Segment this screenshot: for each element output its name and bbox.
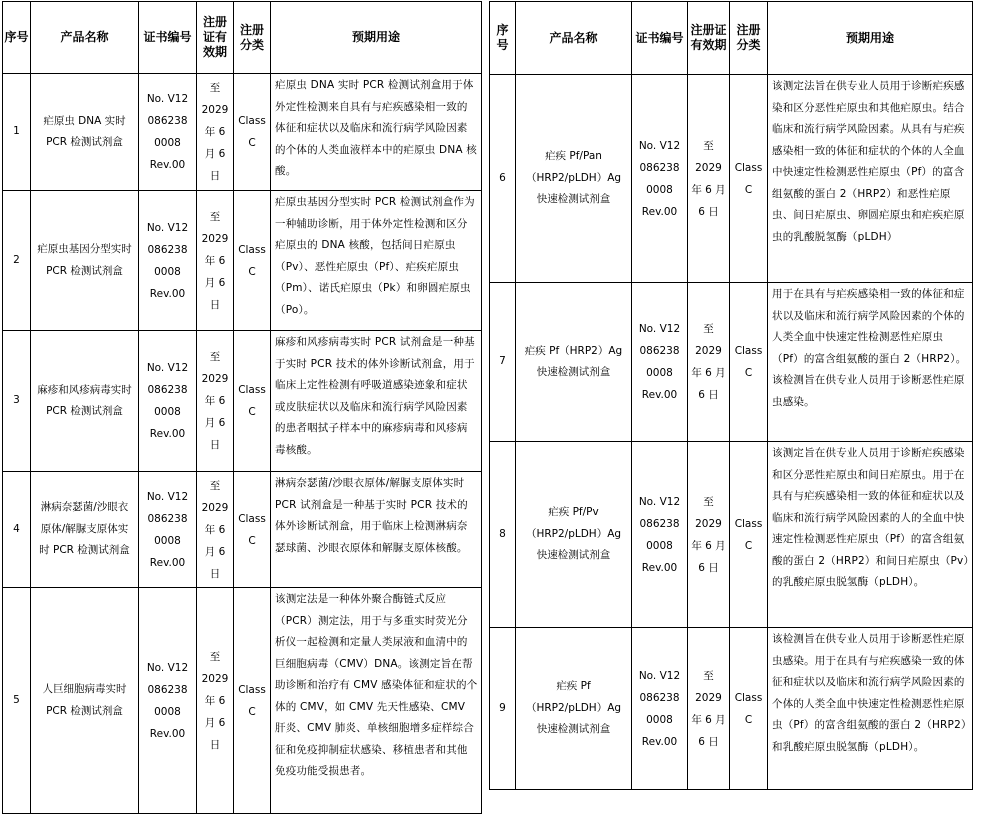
reg-class: Class C [730,283,768,442]
row-no: 5 [3,588,31,814]
header-no: 序号 [3,2,31,74]
reg-class: Class C [234,472,271,588]
product-name: 疟疾 Pf/Pv（HRP2/pLDH）Ag 快速检测试剂盒 [516,442,632,628]
intended-use: 疟原虫基因分型实时 PCR 检测试剂盒作为一种辅助诊断，用于体外定性检测和区分疟原虫的 DNA 核酸，包括间日疟原虫（Pv）、恶性疟原虫（Pf）、疟疾疟原虫（Pm）、诺氏疟原虫（Pk）和卵圆疟原虫（Po）。 [271,191,482,331]
row-no: 6 [490,75,516,283]
valid-until: 至 2029 年 6 月 6 日 [688,628,730,790]
header-valid: 注册证有效期 [688,2,730,75]
product-name: 人巨细胞病毒实时 PCR 检测试剂盒 [31,588,139,814]
header-cert: 证书编号 [632,2,688,75]
table-row [3,74,482,191]
cert-number: No. V12 086238 0008 Rev.00 [139,588,197,814]
intended-use: 该测定法是一种体外聚合酶链式反应（PCR）测定法，用于与多重实时荧光分析仪一起检测和定量人类尿液和血清中的巨细胞病毒（CMV）DNA。该测定旨在帮助诊断和治疗有 CMV 感染体征和症状的个体的 CMV，如 CMV 先天性感染、CMV 肝炎、CMV 肺炎、单核细胞增多症样综合征和免疫抑制症状感染、移植患者和其他免疫功能受损患者。 [271,588,482,814]
valid-until: 至 2029 年 6 月 6 日 [688,442,730,628]
header-row [490,2,973,75]
table-row [490,442,973,628]
header-class: 注册分类 [234,2,271,74]
cert-number: No. V12 086238 0008 Rev.00 [632,75,688,283]
valid-until: 至 2029 年 6 月 6 日 [197,331,234,472]
header-name: 产品名称 [31,2,139,74]
header-cert: 证书编号 [139,2,197,74]
header-use: 预期用途 [768,2,973,75]
valid-until: 至 2029 年 6 月 6 日 [197,472,234,588]
product-table-left [2,1,482,814]
product-name: 疟原虫基因分型实时 PCR 检测试剂盒 [31,191,139,331]
header-no: 序号 [490,2,516,75]
cert-number: No. V12 086238 0008 Rev.00 [632,628,688,790]
intended-use: 麻疹和风疹病毒实时 PCR 试剂盒是一种基于实时 PCR 技术的体外诊断试剂盒，用于临床上定性检测有呼吸道感染迹象和症状或皮肤症状以及临床和流行病学风险因素的患者咽拭子样本中的麻疹病毒和风疹病毒核酸。 [271,331,482,472]
row-no: 7 [490,283,516,442]
table-row [490,283,973,442]
reg-class: Class C [730,442,768,628]
intended-use: 淋病奈瑟菌/沙眼衣原体/解脲支原体实时 PCR 试剂盒是一种基于实时 PCR 技术的体外诊断试剂盒，用于临床上检测淋病奈瑟球菌、沙眼衣原体和解脲支原体核酸。 [271,472,482,588]
valid-until: 至 2029 年 6 月 6 日 [197,588,234,814]
table-row [3,331,482,472]
row-no: 2 [3,191,31,331]
cert-number: No. V12 086238 0008 Rev.00 [139,74,197,191]
table-row [3,588,482,814]
table-row [490,628,973,790]
table-row [3,472,482,588]
reg-class: Class C [234,191,271,331]
intended-use: 该测定法旨在供专业人员用于诊断疟疾感染和区分恶性疟原虫和其他疟原虫。结合临床和流行病学风险因素。从具有与疟疾感染相一致的体征和症状的个体的人全血中快速定性检测恶性疟原虫（Pf）的富含组氨酸的蛋白 2（HRP2）和恶性疟原虫、间日疟原虫、卵圆疟原虫和疟疾疟原虫的乳酸脱氢酶（pLDH） [768,75,973,283]
valid-until: 至 2029 年 6 月 6 日 [197,191,234,331]
header-valid: 注册证有效期 [197,2,234,74]
cert-number: No. V12 086238 0008 Rev.00 [139,472,197,588]
intended-use: 用于在具有与疟疾感染相一致的体征和症状以及临床和流行病学风险因素的个体的人类全血中快速定性检测恶性疟原虫（Pf）的富含组氨酸的蛋白 2（HRP2）。该检测旨在供专业人员用于诊断恶性疟原虫感染。 [768,283,973,442]
valid-until: 至 2029 年 6 月 6 日 [688,283,730,442]
product-name: 疟疾 Pf（HRP2）Ag 快速检测试剂盒 [516,283,632,442]
reg-class: Class C [730,628,768,790]
cert-number: No. V12 086238 0008 Rev.00 [139,191,197,331]
row-no: 3 [3,331,31,472]
product-name: 淋病奈瑟菌/沙眼衣原体/解脲支原体实时 PCR 检测试剂盒 [31,472,139,588]
reg-class: Class C [234,588,271,814]
header-row [3,2,482,74]
valid-until: 至 2029 年 6 月 6 日 [688,75,730,283]
header-class: 注册分类 [730,2,768,75]
product-name: 麻疹和风疹病毒实时 PCR 检测试剂盒 [31,331,139,472]
table-row [3,191,482,331]
product-name: 疟疾 Pf（HRP2/pLDH）Ag 快速检测试剂盒 [516,628,632,790]
header-use: 预期用途 [271,2,482,74]
product-table-right [489,1,973,790]
reg-class: Class C [234,74,271,191]
row-no: 1 [3,74,31,191]
intended-use: 该检测旨在供专业人员用于诊断恶性疟原虫感染。用于在具有与疟疾感染一致的体征和症状以及临床和流行病学风险因素的个体的人类全血中快速定性检测恶性疟原虫（Pf）的富含组氨酸的蛋白 2（HRP2）和乳酸疟原虫脱氢酶（pLDH）。 [768,628,973,790]
product-name: 疟原虫 DNA 实时 PCR 检测试剂盒 [31,74,139,191]
cert-number: No. V12 086238 0008 Rev.00 [139,331,197,472]
intended-use: 疟原虫 DNA 实时 PCR 检测试剂盒用于体外定性检测来自具有与疟疾感染相一致的体征和症状以及临床和流行病学风险因素的个体的人类血液样本中的疟原虫 DNA 核酸。 [271,74,482,191]
cert-number: No. V12 086238 0008 Rev.00 [632,283,688,442]
cert-number: No. V12 086238 0008 Rev.00 [632,442,688,628]
reg-class: Class C [234,331,271,472]
row-no: 9 [490,628,516,790]
product-name: 疟疾 Pf/Pan（HRP2/pLDH）Ag 快速检测试剂盒 [516,75,632,283]
intended-use: 该测定旨在供专业人员用于诊断疟疾感染和区分恶性疟原虫和间日疟原虫。用于在具有与疟疾感染相一致的体征和症状以及临床和流行病学风险因素的人的全血中快速定性检测恶性疟原虫（Pf）的富含组氨酸的蛋白 2（HRP2）和间日疟原虫（Pv）的乳酸疟原虫脱氢酶（pLDH）。 [768,442,973,628]
valid-until: 至 2029 年 6 月 6 日 [197,74,234,191]
row-no: 4 [3,472,31,588]
table-row [490,75,973,283]
header-name: 产品名称 [516,2,632,75]
reg-class: Class C [730,75,768,283]
row-no: 8 [490,442,516,628]
